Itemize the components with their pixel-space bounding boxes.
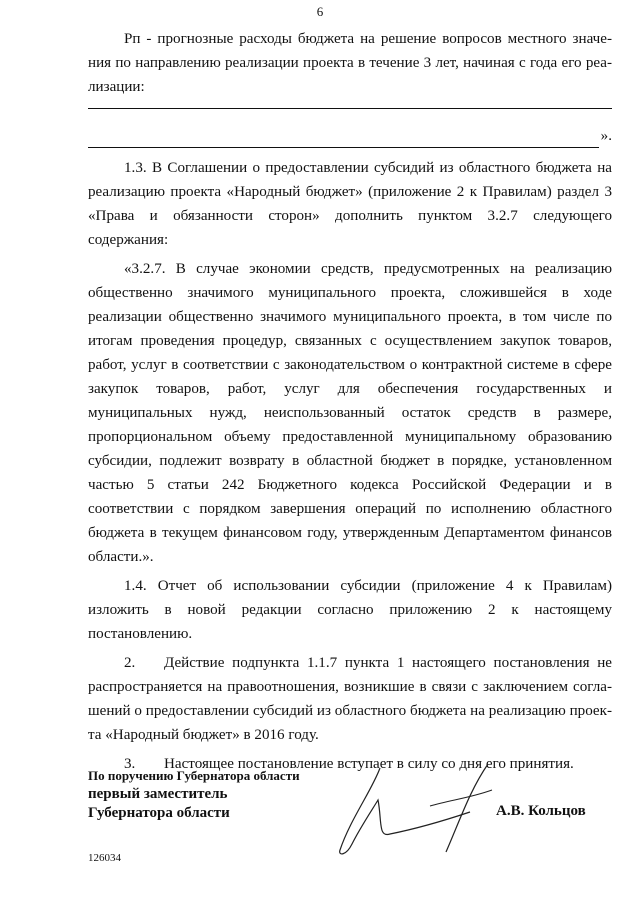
- text-line: области.».: [88, 549, 154, 565]
- text-line: та «Народный бюджет» в 2016 году.: [88, 727, 319, 743]
- text-line: итогам проведения процедур, связанных с осуществлением закупок товаров,: [88, 333, 612, 349]
- blank-line-end: ».: [600, 128, 612, 144]
- text-line: реализации общественно значимого муниципального проекта, в том числе по: [88, 309, 612, 325]
- item-2-number: 2.: [124, 655, 136, 671]
- text-line: «Права и обязанности сторон» дополнить пунктом 3.2.7 следующего: [88, 208, 612, 224]
- paragraph-1-3: [88, 156, 612, 252]
- item-2: [88, 651, 612, 747]
- text-line: общественно значимого муниципального проекта, сложившейся в ходе: [88, 285, 612, 301]
- page-number: 6: [316, 4, 324, 19]
- text-line: лизации:: [88, 79, 145, 95]
- blank-line-row: [88, 124, 612, 148]
- text-line: «3.2.7. В случае экономии средств, предусмотренных на реализацию: [124, 261, 612, 277]
- text-line: соответствии с порядком завершения операций по исполнению областного: [88, 501, 612, 517]
- blank-line: [88, 107, 612, 109]
- item-3-number: 3.: [124, 756, 136, 772]
- intro-paragraph: [88, 27, 612, 99]
- blank-line: [88, 133, 599, 148]
- text-line: реализацию проекта «Народный бюджет» (приложение 2 к Правилам) раздел 3: [88, 184, 612, 200]
- text-line: пропорциональном объему предоставленной муниципальному образованию: [88, 429, 612, 445]
- document-body: [88, 27, 612, 781]
- text-line: работ, услуг в соответствии с законодательством о контрактной системе в сфере: [88, 357, 612, 373]
- signature-line-3: Губернатора области: [88, 805, 230, 821]
- text-line: закупок товаров, работ, услуг для обеспечения государственных и: [88, 381, 612, 397]
- text-line: бюджета в текущем финансовом году, утвержденным Департаментом финансов: [88, 525, 612, 541]
- handwritten-signature: [320, 760, 500, 860]
- signature-line-1: По поручению Губернатора области: [88, 768, 300, 783]
- text-line: 1.4. Отчет об использовании субсидии (приложение 4 к Правилам): [124, 578, 612, 594]
- signature-line-2: первый заместитель: [88, 786, 228, 802]
- signatory-name: А.В. Кольцов: [496, 803, 586, 819]
- text-line: субсидии, подлежит возврату в областной бюджет в порядке, установленном: [88, 453, 612, 469]
- document-code: 126034: [88, 852, 121, 864]
- text-line: частью 5 статьи 242 Бюджетного кодекса Российской Федерации и в: [88, 477, 612, 493]
- text-line: содержания:: [88, 232, 169, 248]
- text-line: ния по направлению реализации проекта в течение 3 лет, начиная с года его реа-: [88, 55, 612, 71]
- text-line: распространяется на правоотношения, возникшие в связи с заключением согла-: [88, 679, 612, 695]
- item-2-first-line: Действие подпункта 1.1.7 пункта 1 настоящего постановления не: [164, 655, 612, 671]
- text-line: 1.3. В Соглашении о предоставлении субсидий из областного бюджета на: [124, 160, 612, 176]
- text-line: Pп - прогнозные расходы бюджета на решение вопросов местного значе-: [124, 31, 612, 47]
- text-line: [88, 651, 612, 675]
- text-line: муниципальных нужд, неиспользованный остаток средств в размере,: [88, 405, 612, 421]
- text-line: шений о предоставлении субсидий из областного бюджета на реализацию проек-: [88, 703, 612, 719]
- text-line: изложить в новой редакции согласно приложению 2 к настоящему: [88, 602, 612, 618]
- item-3-text: Настоящее постановление вступает в силу со дня его принятия.: [164, 756, 574, 772]
- paragraph-3-2-7: [88, 257, 612, 569]
- text-line: постановлению.: [88, 626, 193, 642]
- paragraph-1-4: [88, 574, 612, 646]
- signature-block: [88, 766, 300, 823]
